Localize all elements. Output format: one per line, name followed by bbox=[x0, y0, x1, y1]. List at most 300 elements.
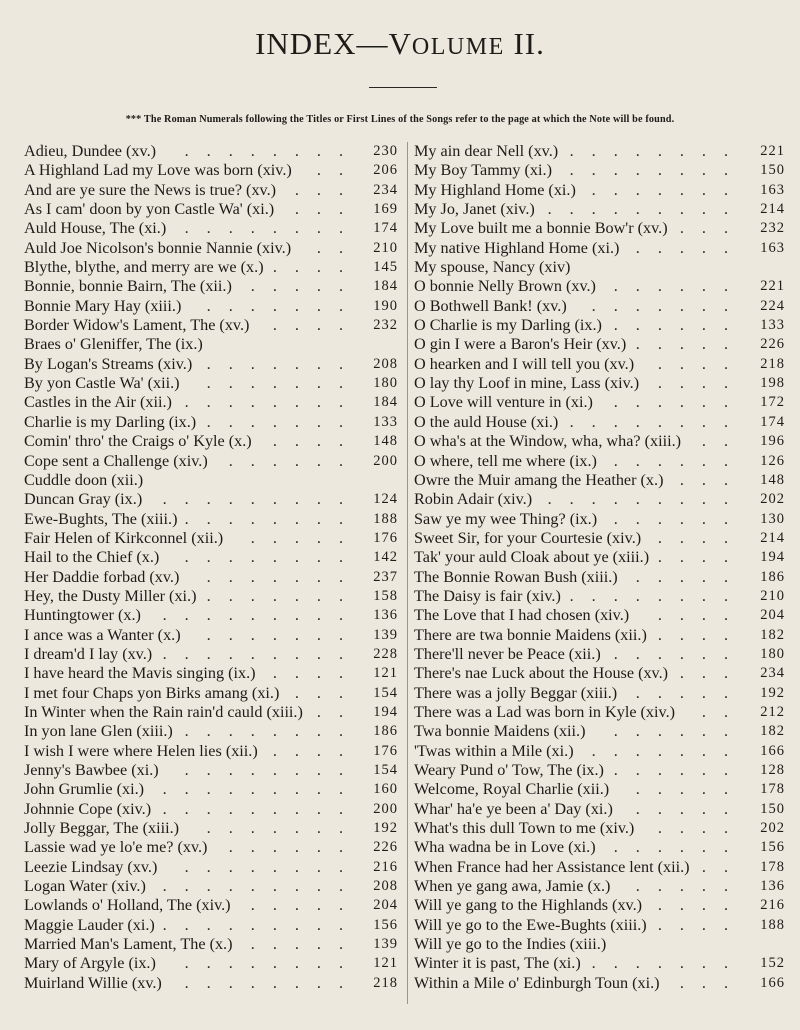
leader-dots: ..... bbox=[635, 780, 746, 799]
leader-dots: ........ bbox=[184, 954, 361, 973]
title-rule bbox=[369, 87, 437, 88]
index-entry bbox=[24, 858, 400, 877]
title-smallcaps: OLUME bbox=[411, 34, 505, 60]
entry-title: A Highland Lad my Love was born (xiv.) bbox=[24, 161, 292, 180]
leader-dots: ........ bbox=[184, 219, 361, 238]
entry-title: What's this dull Town to me (xiv.) bbox=[414, 819, 635, 838]
entry-title: Married Man's Lament, The (x.) bbox=[24, 935, 233, 954]
leader-dots: ... bbox=[679, 219, 746, 238]
index-entry bbox=[24, 761, 400, 780]
entry-title: By Logan's Streams (xiv.) bbox=[24, 354, 193, 373]
entry-title: O gin I were a Baron's Heir (xv.) bbox=[414, 335, 627, 354]
leader-dots: .. bbox=[701, 857, 746, 876]
leader-dots: ..... bbox=[250, 277, 361, 296]
entry-title: I met four Chaps yon Birks amang (xi.) bbox=[24, 683, 280, 702]
index-entry bbox=[414, 800, 785, 819]
entry-page-number: 218 bbox=[373, 974, 398, 991]
leader-dots: .... bbox=[272, 316, 361, 335]
entry-page-number: 184 bbox=[373, 394, 398, 411]
entry-title: My ain dear Nell (xv.) bbox=[414, 142, 559, 160]
index-entry bbox=[24, 838, 400, 857]
entry-title: Cope sent a Challenge (xiv.) bbox=[24, 451, 208, 470]
index-entry bbox=[24, 587, 400, 606]
entry-page-number: 154 bbox=[373, 684, 398, 701]
index-entry bbox=[414, 219, 785, 238]
entry-page-number: 152 bbox=[760, 955, 785, 972]
entry-page-number: 226 bbox=[760, 336, 785, 353]
entry-page-number: 234 bbox=[760, 665, 785, 682]
index-entry bbox=[414, 490, 785, 509]
entry-page-number: 237 bbox=[373, 568, 398, 585]
leader-dots: ..... bbox=[635, 877, 746, 896]
entry-title: Tak' your auld Cloak about ye (xiii.) bbox=[414, 548, 650, 567]
entry-page-number: 148 bbox=[760, 471, 785, 488]
index-entry bbox=[414, 432, 785, 451]
leader-dots: ...... bbox=[613, 722, 746, 741]
entry-title: When France had her Assistance lent (xii.) bbox=[414, 857, 690, 876]
leader-dots: ....... bbox=[206, 625, 361, 644]
leader-dots: ....... bbox=[206, 374, 361, 393]
index-entry bbox=[24, 258, 400, 277]
entry-title: There was a Lad was born in Kyle (xiv.) bbox=[414, 702, 676, 721]
leader-dots: .... bbox=[272, 258, 361, 277]
entry-title: Robin Adair (xiv.) bbox=[414, 490, 533, 509]
index-entry bbox=[24, 548, 400, 567]
entry-title: O hearken and I will tell you (xv.) bbox=[414, 354, 635, 373]
index-entry bbox=[414, 413, 785, 432]
entry-page-number: 204 bbox=[760, 607, 785, 624]
index-entry bbox=[414, 568, 785, 587]
index-entry bbox=[414, 239, 785, 258]
entry-title: Twa bonnie Maidens (xii.) bbox=[414, 722, 586, 741]
leader-dots: ......... bbox=[162, 606, 361, 625]
index-entry bbox=[24, 219, 400, 238]
leader-dots: ........ bbox=[184, 761, 361, 779]
entry-title: Winter it is past, The (xi.) bbox=[414, 954, 581, 973]
entry-page-number: 156 bbox=[760, 839, 785, 856]
entry-page-number: 156 bbox=[373, 916, 398, 933]
leader-dots: ......... bbox=[162, 490, 361, 509]
entry-page-number: 150 bbox=[760, 162, 785, 179]
entry-title: Within a Mile o' Edinburgh Toun (xi.) bbox=[414, 973, 660, 992]
entry-page-number: 142 bbox=[373, 549, 398, 566]
leader-dots: .... bbox=[657, 625, 746, 644]
leader-dots: ....... bbox=[206, 354, 361, 373]
entry-page-number: 180 bbox=[760, 645, 785, 662]
entry-page-number: 200 bbox=[373, 452, 398, 469]
entry-page-number: 214 bbox=[760, 529, 785, 546]
entry-title: Jolly Beggar, The (xiii.) bbox=[24, 819, 180, 838]
entry-title: Cuddle doon (xii.) bbox=[24, 470, 144, 489]
index-entry bbox=[24, 200, 400, 219]
leader-dots: ......... bbox=[547, 200, 746, 219]
entry-title: Will ye gang to the Highlands (xv.) bbox=[414, 896, 643, 915]
entry-title: Border Widow's Lament, The (xv.) bbox=[24, 316, 250, 335]
entry-page-number: 198 bbox=[760, 375, 785, 392]
entry-page-number: 121 bbox=[373, 665, 398, 682]
leader-dots: ......... bbox=[162, 799, 361, 818]
index-entry bbox=[414, 838, 785, 857]
entry-page-number: 194 bbox=[760, 549, 785, 566]
entry-title: My Boy Tammy (xi.) bbox=[414, 161, 552, 180]
index-entry bbox=[414, 877, 785, 896]
entry-page-number: 121 bbox=[373, 955, 398, 972]
entry-page-number: 154 bbox=[373, 762, 398, 778]
index-entry bbox=[414, 529, 785, 548]
index-column-left bbox=[24, 142, 400, 993]
index-entry bbox=[414, 258, 785, 277]
entry-page-number: 139 bbox=[373, 936, 398, 953]
entry-page-number: 163 bbox=[760, 181, 785, 198]
leader-dots: .... bbox=[272, 432, 361, 451]
index-entry bbox=[24, 722, 400, 741]
leader-dots: ...... bbox=[613, 277, 746, 296]
leader-dots: ...... bbox=[228, 838, 361, 857]
entry-page-number: 206 bbox=[373, 162, 398, 179]
entry-title: Ewe-Bughts, The (xiii.) bbox=[24, 509, 178, 528]
leader-dots: .... bbox=[657, 606, 746, 625]
entry-title: Johnnie Cope (xiv.) bbox=[24, 799, 152, 818]
index-entry bbox=[414, 742, 785, 761]
index-entry bbox=[24, 800, 400, 819]
entry-title: Comin' thro' the Craigs o' Kyle (x.) bbox=[24, 432, 252, 451]
entry-title: Fair Helen of Kirkconnel (xii.) bbox=[24, 528, 224, 547]
entry-page-number: 218 bbox=[760, 355, 785, 372]
entry-title: O Charlie is my Darling (ix.) bbox=[414, 316, 602, 335]
entry-page-number: 178 bbox=[760, 781, 785, 798]
entry-page-number: 202 bbox=[760, 491, 785, 508]
entry-title: Huntingtower (x.) bbox=[24, 606, 141, 625]
entry-page-number: 128 bbox=[760, 762, 785, 778]
index-entry bbox=[414, 181, 785, 200]
column-divider bbox=[407, 142, 408, 1004]
entry-title: Logan Water (xiv.) bbox=[24, 877, 146, 896]
leader-dots: ...... bbox=[613, 761, 746, 779]
index-entry bbox=[24, 645, 400, 664]
index-entry bbox=[414, 452, 785, 471]
entry-title: Auld Joe Nicolson's bonnie Nannie (xiv.) bbox=[24, 238, 292, 257]
index-entry bbox=[24, 819, 400, 838]
entry-page-number: 210 bbox=[373, 239, 398, 256]
entry-title: There's nae Luck about the House (xv.) bbox=[414, 664, 669, 683]
entry-page-number: 133 bbox=[760, 317, 785, 334]
entry-page-number: 139 bbox=[373, 626, 398, 643]
entry-page-number: 174 bbox=[760, 413, 785, 430]
entry-page-number: 182 bbox=[760, 723, 785, 740]
leader-dots: ....... bbox=[206, 586, 361, 605]
index-entry bbox=[414, 335, 785, 354]
entry-title: O the auld House (xi.) bbox=[414, 412, 559, 431]
entry-page-number: 136 bbox=[373, 607, 398, 624]
index-entry bbox=[24, 181, 400, 200]
leader-dots: ...... bbox=[613, 451, 746, 470]
leader-dots: .... bbox=[657, 374, 746, 393]
entry-page-number: 145 bbox=[373, 259, 398, 276]
entry-page-number: 208 bbox=[373, 878, 398, 895]
index-entry bbox=[24, 297, 400, 316]
index-entry bbox=[414, 916, 785, 935]
leader-dots: ..... bbox=[250, 528, 361, 547]
leader-dots: ......... bbox=[547, 490, 746, 509]
leader-dots: ........ bbox=[184, 973, 361, 992]
index-entry bbox=[24, 529, 400, 548]
entry-page-number: 169 bbox=[373, 201, 398, 218]
entry-page-number: 224 bbox=[760, 297, 785, 314]
entry-page-number: 200 bbox=[373, 800, 398, 817]
leader-dots: ......... bbox=[162, 780, 361, 799]
leader-dots: ........ bbox=[569, 142, 746, 160]
title-volume-number: II. bbox=[504, 26, 545, 61]
index-entry bbox=[24, 606, 400, 625]
entry-title: Lowlands o' Holland, The (xiv.) bbox=[24, 896, 231, 915]
leader-dots: .. bbox=[701, 702, 746, 721]
entry-title: O Bothwell Bank! (xv.) bbox=[414, 296, 567, 315]
entry-title: My native Highland Home (xi.) bbox=[414, 238, 620, 257]
entry-page-number: 184 bbox=[373, 278, 398, 295]
entry-title: By yon Castle Wa' (xii.) bbox=[24, 374, 180, 393]
leader-dots: ..... bbox=[635, 567, 746, 586]
entry-title: Castles in the Air (xii.) bbox=[24, 393, 172, 412]
entry-page-number: 216 bbox=[760, 897, 785, 914]
index-entry bbox=[414, 703, 785, 722]
entry-page-number: 133 bbox=[373, 413, 398, 430]
entry-page-number: 230 bbox=[373, 143, 398, 159]
entry-page-number: 221 bbox=[760, 143, 785, 159]
entry-title: My Highland Home (xi.) bbox=[414, 180, 576, 199]
index-entry bbox=[24, 239, 400, 258]
leader-dots: ... bbox=[294, 180, 361, 199]
index-entry bbox=[24, 974, 400, 993]
index-entry bbox=[24, 703, 400, 722]
entry-title: Braes o' Gleniffer, The (ix.) bbox=[24, 335, 203, 354]
entry-page-number: 216 bbox=[373, 858, 398, 875]
entry-title: Wha wadna be in Love (xi.) bbox=[414, 838, 596, 857]
entry-title: O bonnie Nelly Brown (xv.) bbox=[414, 277, 596, 296]
index-entry bbox=[414, 684, 785, 703]
leader-dots: ........ bbox=[184, 722, 361, 741]
index-entry bbox=[24, 413, 400, 432]
entry-title: Lassie wad ye lo'e me? (xv.) bbox=[24, 838, 208, 857]
entry-page-number: 163 bbox=[760, 239, 785, 256]
entry-page-number: 210 bbox=[760, 587, 785, 604]
entry-page-number: 232 bbox=[760, 220, 785, 237]
entry-title: My spouse, Nancy (xiv) bbox=[414, 258, 571, 277]
index-entry bbox=[24, 510, 400, 529]
entry-title: Weary Pund o' Tow, The (ix.) bbox=[414, 761, 604, 779]
index-entry bbox=[24, 335, 400, 354]
entry-title: Maggie Lauder (xi.) bbox=[24, 915, 155, 934]
entry-page-number: 232 bbox=[373, 317, 398, 334]
entry-title: I dream'd I lay (xv.) bbox=[24, 644, 153, 663]
leader-dots: ..... bbox=[635, 335, 746, 354]
entry-title: I ance was a Wanter (x.) bbox=[24, 625, 181, 644]
leader-dots: ...... bbox=[228, 451, 361, 470]
entry-title: Auld House, The (xi.) bbox=[24, 219, 167, 238]
index-entry bbox=[414, 819, 785, 838]
index-entry bbox=[414, 954, 785, 973]
index-entry bbox=[414, 316, 785, 335]
index-entry bbox=[24, 452, 400, 471]
entry-title: I wish I were where Helen lies (xii.) bbox=[24, 741, 258, 760]
entry-title: Welcome, Royal Charlie (xii.) bbox=[414, 780, 610, 799]
entry-title: John Grumlie (xi.) bbox=[24, 780, 145, 799]
entry-page-number: 194 bbox=[373, 703, 398, 720]
entry-title: Whar' ha'e ye been a' Day (xi.) bbox=[414, 799, 613, 818]
entry-title: Jenny's Bawbee (xi.) bbox=[24, 761, 159, 779]
entry-page-number: 214 bbox=[760, 201, 785, 218]
index-entry bbox=[24, 664, 400, 683]
entry-page-number: 188 bbox=[760, 916, 785, 933]
entry-title: Will ye go to the Ewe-Bughts (xiii.) bbox=[414, 915, 647, 934]
index-entry bbox=[414, 548, 785, 567]
index-entry bbox=[24, 142, 400, 161]
leader-dots: ........ bbox=[184, 857, 361, 876]
index-entry bbox=[24, 161, 400, 180]
page-title bbox=[0, 26, 800, 62]
index-entry bbox=[414, 374, 785, 393]
leader-dots: ...... bbox=[613, 838, 746, 857]
leader-dots: ......... bbox=[162, 915, 361, 934]
entry-page-number: 176 bbox=[373, 529, 398, 546]
index-entry bbox=[24, 935, 400, 954]
entry-title: Duncan Gray (ix.) bbox=[24, 490, 143, 509]
leader-dots: ...... bbox=[613, 644, 746, 663]
leader-dots: ........ bbox=[184, 393, 361, 412]
leader-dots: .... bbox=[657, 354, 746, 373]
leader-dots: .. bbox=[316, 238, 361, 257]
entry-title: Hail to the Chief (x.) bbox=[24, 548, 160, 567]
entry-title: There are twa bonnie Maidens (xii.) bbox=[414, 625, 647, 644]
index-entry bbox=[414, 393, 785, 412]
entry-title: Charlie is my Darling (ix.) bbox=[24, 412, 197, 431]
entry-title: In yon lane Glen (xiii.) bbox=[24, 722, 173, 741]
leader-dots: ... bbox=[679, 664, 746, 683]
leader-dots: ......... bbox=[162, 877, 361, 896]
index-entry bbox=[414, 161, 785, 180]
leader-dots: .. bbox=[316, 161, 361, 180]
entry-title: My Jo, Janet (xiv.) bbox=[414, 200, 535, 219]
index-entry bbox=[24, 432, 400, 451]
entry-page-number: 166 bbox=[760, 742, 785, 759]
index-entry bbox=[414, 606, 785, 625]
entry-page-number: 174 bbox=[373, 220, 398, 237]
index-entry bbox=[414, 664, 785, 683]
entry-title: Sweet Sir, for your Courtesie (xiv.) bbox=[414, 528, 642, 547]
entry-page-number: 182 bbox=[760, 626, 785, 643]
index-entry bbox=[24, 916, 400, 935]
index-entry bbox=[414, 645, 785, 664]
leader-dots: ........ bbox=[569, 412, 746, 431]
entry-title: O lay thy Loof in mine, Lass (xiv.) bbox=[414, 374, 640, 393]
index-entry bbox=[24, 374, 400, 393]
leader-dots: ..... bbox=[635, 238, 746, 257]
index-entry bbox=[24, 355, 400, 374]
leader-dots: .... bbox=[657, 528, 746, 547]
entry-page-number: 190 bbox=[373, 297, 398, 314]
entry-title: The Bonnie Rowan Bush (xiii.) bbox=[414, 567, 618, 586]
leader-dots: ....... bbox=[591, 296, 746, 315]
leader-dots: .... bbox=[272, 741, 361, 760]
index-entry bbox=[24, 568, 400, 587]
entry-page-number: 234 bbox=[373, 181, 398, 198]
leader-dots: ....... bbox=[591, 180, 746, 199]
index-entry bbox=[414, 626, 785, 645]
entry-page-number: 208 bbox=[373, 355, 398, 372]
leader-dots: ....... bbox=[591, 741, 746, 760]
index-entry bbox=[24, 684, 400, 703]
entry-page-number: 160 bbox=[373, 781, 398, 798]
entry-page-number: 172 bbox=[760, 394, 785, 411]
leader-dots: ... bbox=[679, 973, 746, 992]
leader-dots: ...... bbox=[613, 509, 746, 528]
entry-title: There was a jolly Beggar (xiii.) bbox=[414, 683, 618, 702]
index-entry bbox=[24, 896, 400, 915]
leader-dots: ....... bbox=[206, 819, 361, 838]
entry-title: Adieu, Dundee (xv.) bbox=[24, 142, 157, 160]
entry-title: Blythe, blythe, and merry are we (x.) bbox=[24, 258, 264, 277]
index-entry bbox=[24, 877, 400, 896]
entry-page-number: 166 bbox=[760, 974, 785, 991]
index-entry bbox=[24, 780, 400, 799]
leader-dots: .... bbox=[657, 548, 746, 567]
entry-page-number: 148 bbox=[373, 433, 398, 450]
leader-dots: ........ bbox=[569, 161, 746, 180]
entry-title: Her Daddie forbad (xv.) bbox=[24, 567, 180, 586]
leader-dots: ........ bbox=[184, 548, 361, 567]
entry-page-number: 130 bbox=[760, 510, 785, 527]
index-entry bbox=[24, 316, 400, 335]
leader-dots: .... bbox=[657, 896, 746, 915]
leader-dots: ...... bbox=[613, 393, 746, 412]
index-entry bbox=[414, 722, 785, 741]
leader-dots: .. bbox=[316, 702, 361, 721]
index-entry bbox=[414, 858, 785, 877]
leader-dots: ........ bbox=[569, 586, 746, 605]
entry-page-number: 192 bbox=[373, 820, 398, 837]
entry-title: Owre the Muir amang the Heather (x.) bbox=[414, 470, 664, 489]
entry-title: O Love will venture in (xi.) bbox=[414, 393, 593, 412]
entry-title: In Winter when the Rain rain'd cauld (xiii.) bbox=[24, 702, 303, 721]
leader-dots: ....... bbox=[206, 567, 361, 586]
leader-dots: .. bbox=[701, 432, 746, 451]
index-entry bbox=[414, 355, 785, 374]
index-entry bbox=[24, 490, 400, 509]
entry-page-number: 204 bbox=[373, 897, 398, 914]
leader-dots: ...... bbox=[613, 316, 746, 335]
entry-title: When ye gang awa, Jamie (x.) bbox=[414, 877, 611, 896]
entry-title: My Love built me a bonnie Bow'r (xv.) bbox=[414, 219, 668, 238]
entry-page-number: 188 bbox=[373, 510, 398, 527]
index-entry bbox=[414, 200, 785, 219]
entry-title: Muirland Willie (xv.) bbox=[24, 973, 162, 992]
entry-title: Mary of Argyle (ix.) bbox=[24, 954, 156, 973]
leader-dots: ..... bbox=[635, 799, 746, 818]
entry-page-number: 186 bbox=[373, 723, 398, 740]
index-entry bbox=[414, 471, 785, 490]
leader-dots: ........ bbox=[184, 142, 361, 160]
entry-title: 'Twas within a Mile (xi.) bbox=[414, 741, 574, 760]
index-entry bbox=[414, 510, 785, 529]
index-entry bbox=[414, 277, 785, 296]
index-entry bbox=[24, 626, 400, 645]
entry-title: Bonnie Mary Hay (xiii.) bbox=[24, 296, 182, 315]
entry-page-number: 136 bbox=[760, 878, 785, 895]
entry-page-number: 202 bbox=[760, 820, 785, 837]
entry-title: Leezie Lindsay (xv.) bbox=[24, 857, 158, 876]
index-entry bbox=[414, 142, 785, 161]
index-entry bbox=[24, 954, 400, 973]
entry-page-number: 228 bbox=[373, 645, 398, 662]
